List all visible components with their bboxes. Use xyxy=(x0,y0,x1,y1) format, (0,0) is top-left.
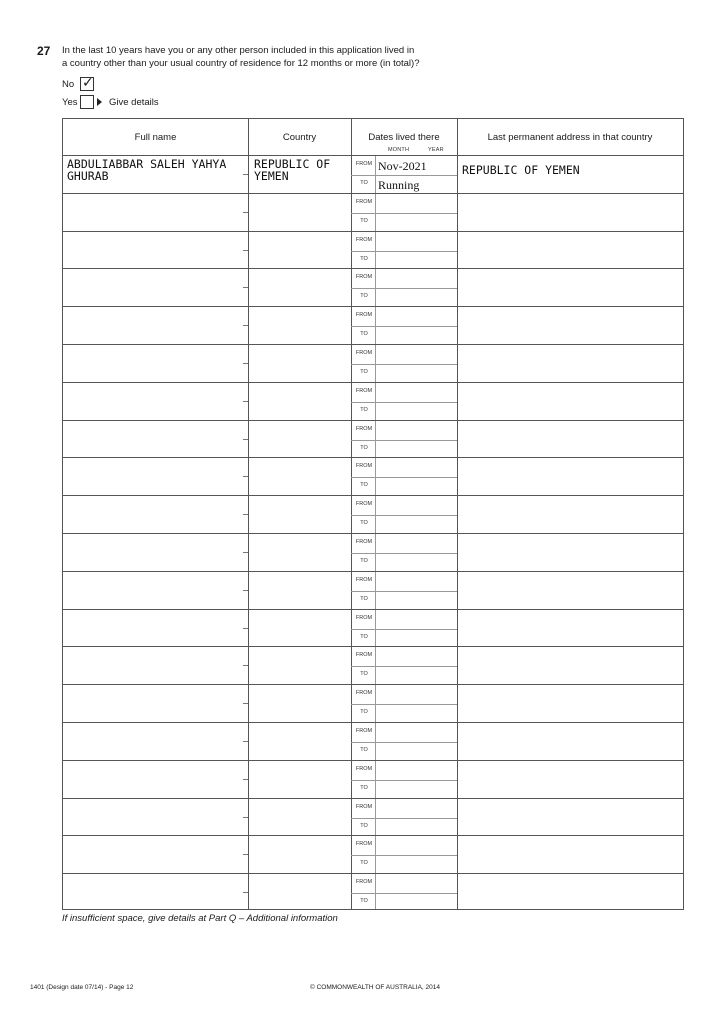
to-label: TO xyxy=(360,784,368,791)
date-row-divider xyxy=(351,780,457,781)
from-label: FROM xyxy=(355,312,373,319)
name-tick-mark xyxy=(243,287,248,288)
country-field[interactable]: REPUBLIC OF YEMEN xyxy=(254,157,331,183)
no-label: No xyxy=(62,79,75,90)
header-full-name: Full name xyxy=(134,132,177,143)
to-label: TO xyxy=(360,180,368,186)
from-label: FROM xyxy=(355,198,373,205)
name-tick-mark xyxy=(243,817,248,818)
name-tick-mark xyxy=(243,363,248,364)
to-label: TO xyxy=(360,709,368,716)
from-label: FROM xyxy=(355,274,373,281)
header-dates: Dates lived there xyxy=(368,132,440,143)
to-label: TO xyxy=(360,898,368,905)
table-row xyxy=(63,722,683,761)
name-tick-mark xyxy=(243,552,248,553)
table-row xyxy=(63,798,683,837)
table-row xyxy=(63,873,683,912)
from-label: FROM xyxy=(355,539,373,545)
yes-checkbox[interactable] xyxy=(80,95,94,109)
header-month: MONTH xyxy=(388,147,410,153)
from-label: FROM xyxy=(355,463,373,470)
from-label: FROM xyxy=(355,614,373,621)
from-label: FROM xyxy=(355,841,373,848)
from-label: FROM xyxy=(355,501,373,508)
to-label: TO xyxy=(360,482,368,489)
date-row-divider xyxy=(351,251,457,252)
to-label: TO xyxy=(360,369,368,375)
table-row xyxy=(63,609,683,648)
to-date-field[interactable]: Running xyxy=(378,178,420,192)
date-row-divider xyxy=(351,893,457,894)
question-line-2: a country other than your usual country of residence for 12 months or more (in total)? xyxy=(62,58,420,69)
table-row xyxy=(63,382,683,421)
name-tick-mark xyxy=(243,628,248,629)
table-row xyxy=(63,193,683,232)
date-row-divider xyxy=(351,175,457,176)
to-label: TO xyxy=(360,293,368,300)
address-field[interactable]: REPUBLIC OF YEMEN xyxy=(462,163,580,177)
residence-table xyxy=(62,118,684,910)
to-label: TO xyxy=(360,520,368,527)
name-tick-mark xyxy=(243,476,248,477)
date-row-divider xyxy=(351,402,457,403)
table-row xyxy=(63,684,683,723)
name-tick-mark xyxy=(243,590,248,591)
from-label: FROM xyxy=(355,879,373,886)
from-label: FROM xyxy=(355,425,373,432)
date-row-divider xyxy=(351,440,457,441)
to-label: TO xyxy=(360,444,368,451)
from-label: FROM xyxy=(355,236,373,243)
question-number: 27 xyxy=(37,44,51,58)
from-label: FROM xyxy=(355,690,373,697)
to-label: TO xyxy=(360,558,368,564)
date-row-divider xyxy=(351,364,457,365)
table-row xyxy=(63,571,683,610)
header-address: Last permanent address in that country xyxy=(487,132,653,143)
from-label: FROM xyxy=(355,576,373,583)
to-label: TO xyxy=(360,671,368,678)
name-tick-mark xyxy=(243,854,248,855)
date-row-divider xyxy=(351,326,457,327)
header-country: Country xyxy=(282,132,317,143)
name-tick-mark xyxy=(243,665,248,666)
name-tick-mark xyxy=(243,401,248,402)
name-tick-mark xyxy=(243,703,248,704)
date-row-divider xyxy=(351,591,457,592)
table-row xyxy=(63,760,683,799)
date-row-divider xyxy=(351,666,457,667)
to-label: TO xyxy=(360,331,368,338)
name-tick-mark xyxy=(243,514,248,515)
name-tick-mark xyxy=(243,439,248,440)
header-year: YEAR xyxy=(428,147,444,153)
from-label: FROM xyxy=(355,803,373,810)
question-line-1: In the last 10 years have you or any other person included in this application lived in xyxy=(62,45,415,56)
footer-page-info: 1401 (Design date 07/14) - Page 12 xyxy=(30,984,134,991)
date-row-divider xyxy=(351,742,457,743)
arrow-right-icon xyxy=(97,98,102,106)
to-label: TO xyxy=(360,217,368,224)
to-label: TO xyxy=(360,595,368,602)
from-label: FROM xyxy=(355,161,373,167)
name-tick-mark xyxy=(243,779,248,780)
checkmark-icon: ✓ xyxy=(82,75,94,91)
date-row-divider xyxy=(351,288,457,289)
from-label: FROM xyxy=(355,728,373,734)
date-row-divider xyxy=(351,477,457,478)
date-row-divider xyxy=(351,213,457,214)
name-tick-mark xyxy=(243,325,248,326)
to-label: TO xyxy=(360,255,368,262)
date-row-divider xyxy=(351,629,457,630)
table-row xyxy=(63,533,683,572)
to-label: TO xyxy=(360,822,368,829)
table-row xyxy=(63,231,683,270)
table-row xyxy=(63,268,683,307)
table-row xyxy=(63,420,683,459)
full-name-field[interactable]: ABDULIABBAR SALEH YAHYA GHURAB xyxy=(67,157,227,183)
name-tick-mark xyxy=(243,892,248,893)
table-row xyxy=(63,344,683,383)
from-label: FROM xyxy=(355,652,373,659)
footer-copyright: © COMMONWEALTH OF AUSTRALIA, 2014 xyxy=(310,984,440,991)
from-label: FROM xyxy=(355,387,373,394)
no-checkbox[interactable] xyxy=(80,77,94,91)
yes-label: Yes xyxy=(62,97,78,108)
name-tick-mark xyxy=(243,250,248,251)
table-row xyxy=(63,457,683,496)
name-tick-mark xyxy=(243,212,248,213)
name-tick-mark xyxy=(243,174,248,175)
name-tick-mark xyxy=(243,741,248,742)
from-label: FROM xyxy=(355,765,373,772)
date-row-divider xyxy=(351,855,457,856)
date-row-divider xyxy=(351,515,457,516)
table-row xyxy=(63,306,683,345)
to-label: TO xyxy=(360,747,368,753)
date-row-divider xyxy=(351,818,457,819)
footnote: If insufficient space, give details at Part Q – Additional information xyxy=(62,913,338,924)
date-row-divider xyxy=(351,704,457,705)
table-row xyxy=(63,835,683,874)
date-row-divider xyxy=(351,553,457,554)
to-label: TO xyxy=(360,860,368,867)
to-label: TO xyxy=(360,633,368,640)
from-date-field[interactable]: Nov-2021 xyxy=(378,159,427,173)
to-label: TO xyxy=(360,406,368,413)
table-row xyxy=(63,646,683,685)
question-text xyxy=(62,44,662,70)
give-details-label: Give details xyxy=(109,97,159,108)
table-row xyxy=(63,155,683,194)
table-row xyxy=(63,495,683,534)
from-label: FROM xyxy=(355,350,373,356)
